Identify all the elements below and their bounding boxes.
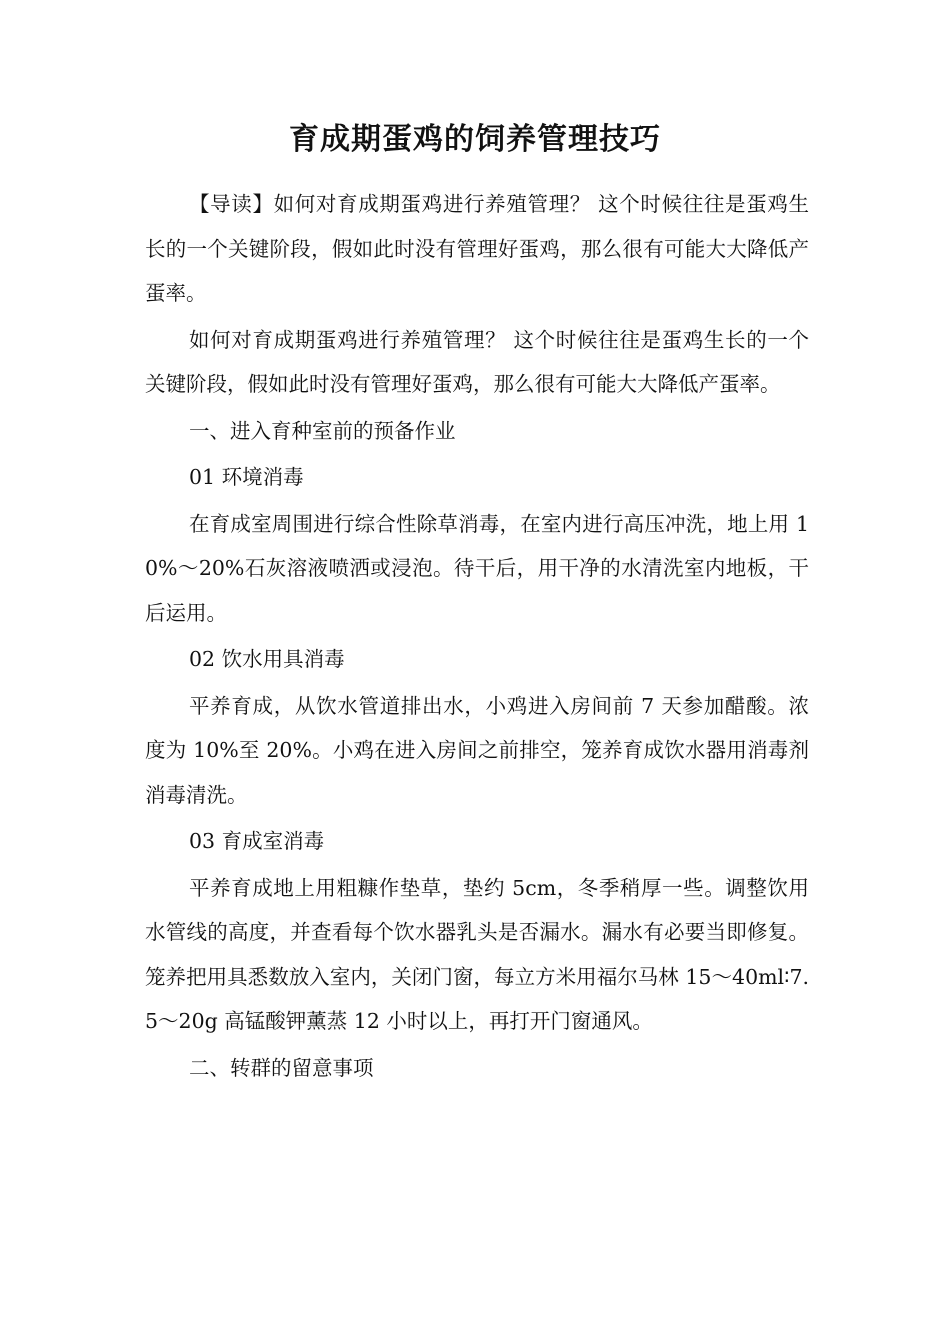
- subsection-heading-03: 03 育成室消毒: [189, 829, 325, 853]
- document-body: [145, 182, 809, 1090]
- subsection-heading-02: 02 饮水用具消毒: [189, 647, 345, 671]
- section-heading-2: 二、转群的留意事项: [189, 1055, 374, 1080]
- body-paragraph: 如何对育成期蛋鸡进行养殖管理？ 这个时候往往是蛋鸡生长的一个关键阶段，假如此时没有管理好蛋鸡，那么很有可能大大降低产蛋率。: [145, 327, 809, 396]
- body-paragraph: 平养育成，从饮水管道排出水，小鸡进入房间前 7 天参加醋酸。浓度为 10%至 20%。小鸡在进入房间之前排空，笼养育成饮水器用消毒剂消毒清洗。: [145, 693, 809, 807]
- body-paragraph: 在育成室周围进行综合性除草消毒，在室内进行高压冲洗，地上用 10%～20%石灰溶液喷洒或浸泡。待干后，用干净的水清洗室内地板，干后运用。: [145, 511, 809, 625]
- subsection-heading-01: 01 环境消毒: [189, 465, 304, 489]
- section-heading-1: 一、进入育种室前的预备作业: [189, 418, 456, 443]
- document-title: 育成期蛋鸡的饲养管理技巧: [289, 122, 661, 157]
- intro-paragraph: 【导读】如何对育成期蛋鸡进行养殖管理？ 这个时候往往是蛋鸡生长的一个关键阶段，假如此时没有管理好蛋鸡，那么很有可能大大降低产蛋率。: [145, 192, 809, 305]
- body-paragraph: 平养育成地上用粗糠作垫草，垫约 5cm，冬季稍厚一些。调整饮用水管线的高度，并查看每个饮水器乳头是否漏水。漏水有必要当即修复。笼养把用具悉数放入室内，关闭门窗，每立方米用福尔马林 15～40ml∶7.5～20g 高锰酸钾薰蒸 12 小时以上，再打开门窗通风。: [145, 875, 809, 1033]
